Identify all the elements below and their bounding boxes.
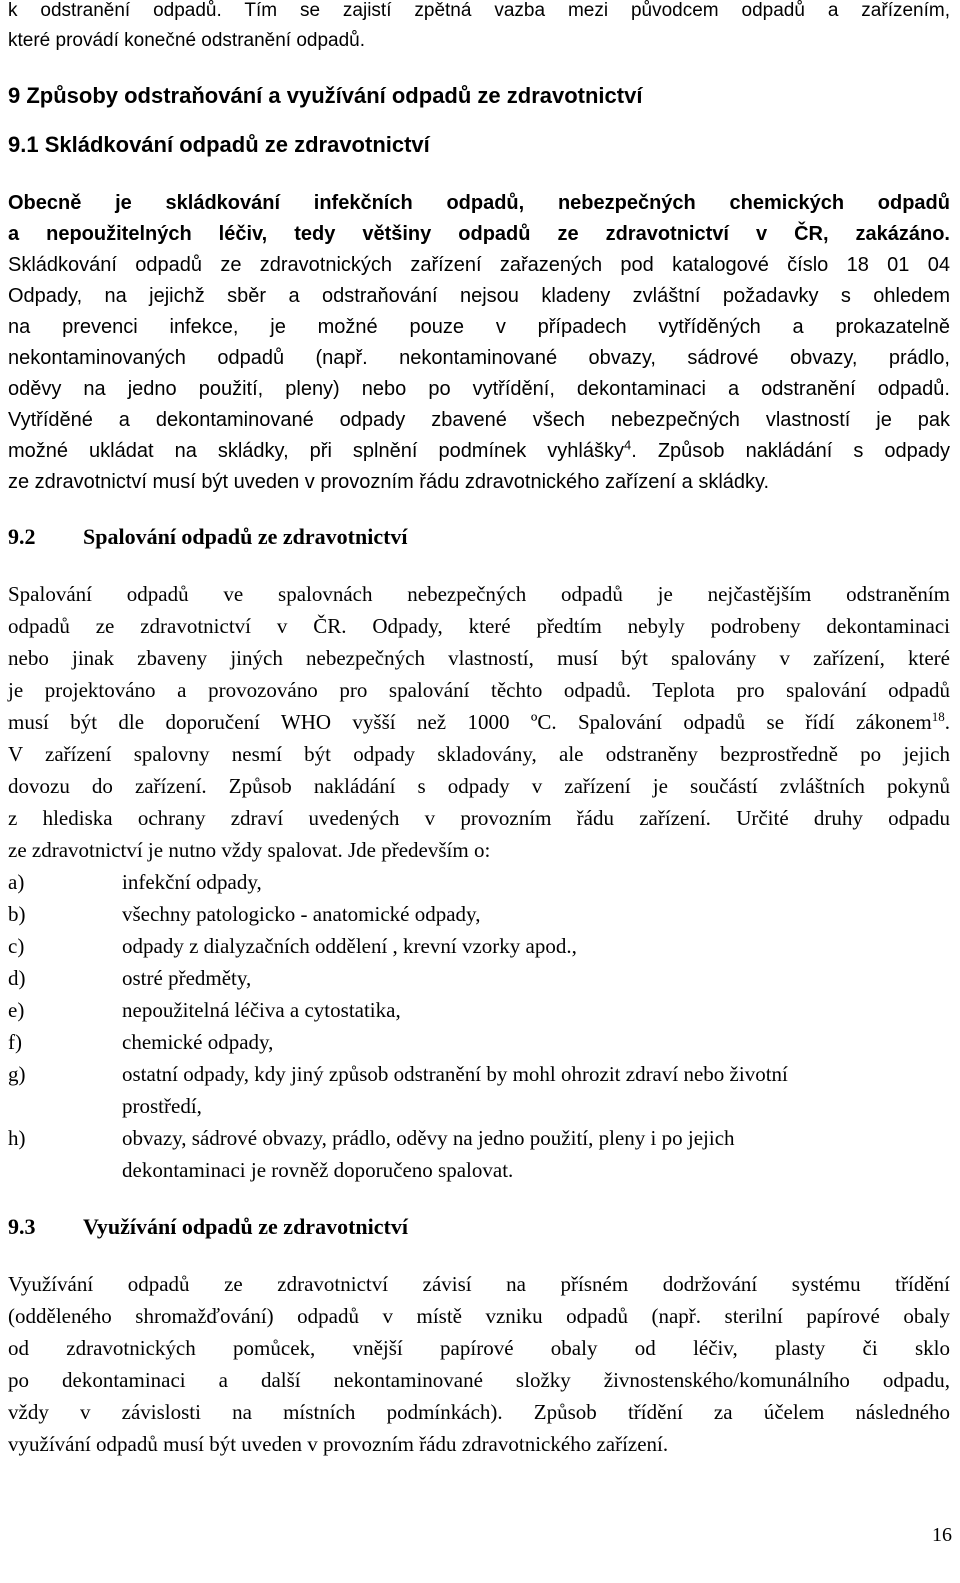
paragraph-line: vždy v závislosti na místních podmínkách). Způsob třídění za účelem následného [8, 1400, 950, 1424]
section-9-1-bold-statement [8, 188, 950, 219]
intro-line: k odstranění odpadů. Tím se zajistí zpětná vazba mezi původcem odpadů a zařízením, [8, 0, 950, 21]
paragraph-line: na prevenci infekce, je možné pouze v případech vytříděných a prokazatelně [8, 316, 950, 338]
heading-title: Využívání odpadů ze zdravotnictví [83, 1214, 408, 1239]
bold-line: a nepoužitelných léčiv, tedy většiny odpadů ze zdravotnictví v ČR, zakázáno. [8, 223, 950, 245]
page-number: 16 [932, 1524, 952, 1546]
intro-line: které provádí konečné odstranění odpadů. [8, 30, 366, 51]
document-page [8, 0, 950, 1460]
list-item [8, 898, 950, 930]
list-item [8, 1122, 950, 1186]
list-item-text: dekontaminaci je rovněž doporučeno spalovat. [122, 1158, 514, 1182]
section-9-2-paragraph [8, 578, 950, 866]
list-item [8, 1026, 950, 1058]
list-item [8, 930, 950, 962]
paragraph-line: ze zdravotnictví musí být uveden v provozním řádu zdravotnického zařízení a skládky. [8, 471, 770, 493]
list-item [8, 866, 950, 898]
section-9-1-paragraph [8, 219, 950, 498]
list-marker: e) [8, 998, 25, 1022]
list-marker: a) [8, 870, 25, 894]
paragraph-line: po dekontaminaci a další nekontaminované složky živnostenského/komunálního odpadu, [8, 1368, 950, 1392]
list-item-text: odpady z dialyzačních oddělení , krevní vzorky apod., [122, 934, 577, 958]
list-marker: h) [8, 1126, 26, 1150]
list-item-text: ostatní odpady, kdy jiný způsob odstranění by mohl ohrozit zdraví nebo životní [122, 1062, 788, 1086]
paragraph-line: Spalování odpadů ve spalovnách nebezpečných odpadů je nejčastějším odstraněním [8, 582, 950, 606]
list-item [8, 962, 950, 994]
list-marker: g) [8, 1062, 26, 1086]
heading-number: 9.2 [8, 524, 36, 549]
paragraph-line: Odpady, na jejichž sběr a odstraňování nejsou kladeny zvláštní požadavky s ohledem [8, 285, 950, 307]
heading-section-9-1: 9.1 Skládkování odpadů ze zdravotnictví [8, 132, 430, 157]
paragraph-line: Vytříděné a dekontaminované odpady zbavené všech nebezpečných vlastností je pak [8, 409, 950, 431]
paragraph-line-footnote: musí být dle doporučení WHO vyšší než 1000 ºC. Spalování odpadů se řídí zákonem$^{18}$. [8, 709, 950, 734]
list-marker: f) [8, 1030, 22, 1054]
list-item [8, 1058, 950, 1122]
list-item-text: prostředí, [122, 1094, 202, 1118]
paragraph-line: je projektováno a provozováno pro spalování těchto odpadů. Teplota pro spalování odpadů [8, 678, 950, 702]
paragraph-line: (odděleného shromažďování) odpadů v místě vzniku odpadů (např. sterilní papírové obaly [8, 1304, 950, 1328]
heading-section-9-2 [8, 522, 950, 552]
list-item-text: ostré předměty, [122, 966, 252, 990]
heading-section-9: 9 Způsoby odstraňování a využívání odpadů ze zdravotnictví [8, 83, 643, 108]
paragraph-line: odpadů ze zdravotnictví v ČR. Odpady, které předtím nebyly podrobeny dekontaminaci [8, 614, 950, 638]
bold-line: Obecně je skládkování infekčních odpadů, nebezpečných chemických odpadů [8, 192, 950, 214]
paragraph-line: využívání odpadů musí být uveden v provozním řádu zdravotnického zařízení. [8, 1432, 669, 1456]
list-item-text: infekční odpady, [122, 870, 262, 894]
list-item-text: obvazy, sádrové obvazy, prádlo, oděvy na jedno použití, pleny i po jejich [122, 1126, 735, 1150]
heading-number: 9.3 [8, 1214, 36, 1239]
list-marker: c) [8, 934, 25, 958]
paragraph-line: dovozu do zařízení. Způsob nakládání s odpady v zařízení je součástí zvláštních pokynů [8, 774, 950, 798]
paragraph-line: V zařízení spalovny nesmí být odpady skladovány, ale odstraněny bezprostředně po jejich [8, 742, 950, 766]
list-item-text: všechny patologicko - anatomické odpady, [122, 902, 481, 926]
paragraph-line-footnote: možné ukládat na skládky, při splnění podmínek vyhlášky$^4$. Způsob nakládání s odpady [8, 437, 950, 462]
heading-section-9-3 [8, 1212, 950, 1242]
incineration-list [8, 866, 950, 1186]
heading-title: Spalování odpadů ze zdravotnictví [83, 524, 408, 549]
paragraph-line: z hlediska ochrany zdraví uvedených v provozním řádu zařízení. Určité druhy odpadu [8, 806, 950, 830]
list-marker: d) [8, 966, 26, 990]
intro-paragraph [8, 0, 950, 56]
section-9-3-paragraph [8, 1268, 950, 1460]
paragraph-line: nekontaminovaných odpadů (např. nekontaminované obvazy, sádrové obvazy, prádlo, [8, 347, 950, 369]
footnote-ref: 4 [624, 437, 632, 453]
paragraph-line: oděvy na jedno použití, pleny) nebo po vytřídění, dekontaminaci a odstranění odpadů. [8, 378, 950, 400]
list-item-text: chemické odpady, [122, 1030, 274, 1054]
footnote-ref: 18 [931, 709, 945, 724]
paragraph-line: Využívání odpadů ze zdravotnictví závisí na přísném dodržování systému třídění [8, 1272, 950, 1296]
list-item [8, 994, 950, 1026]
list-marker: b) [8, 902, 26, 926]
paragraph-line: od zdravotnických pomůcek, vnější papírové obaly od léčiv, plasty či sklo [8, 1336, 950, 1360]
list-item-text: nepoužitelná léčiva a cytostatika, [122, 998, 401, 1022]
paragraph-line: ze zdravotnictví je nutno vždy spalovat. Jde především o: [8, 838, 491, 862]
paragraph-line: Skládkování odpadů ze zdravotnických zařízení zařazených pod katalogové číslo 18 01 04 [8, 254, 950, 276]
paragraph-line: nebo jinak zbaveny jiných nebezpečných vlastností, musí být spalovány v zařízení, které [8, 646, 950, 670]
